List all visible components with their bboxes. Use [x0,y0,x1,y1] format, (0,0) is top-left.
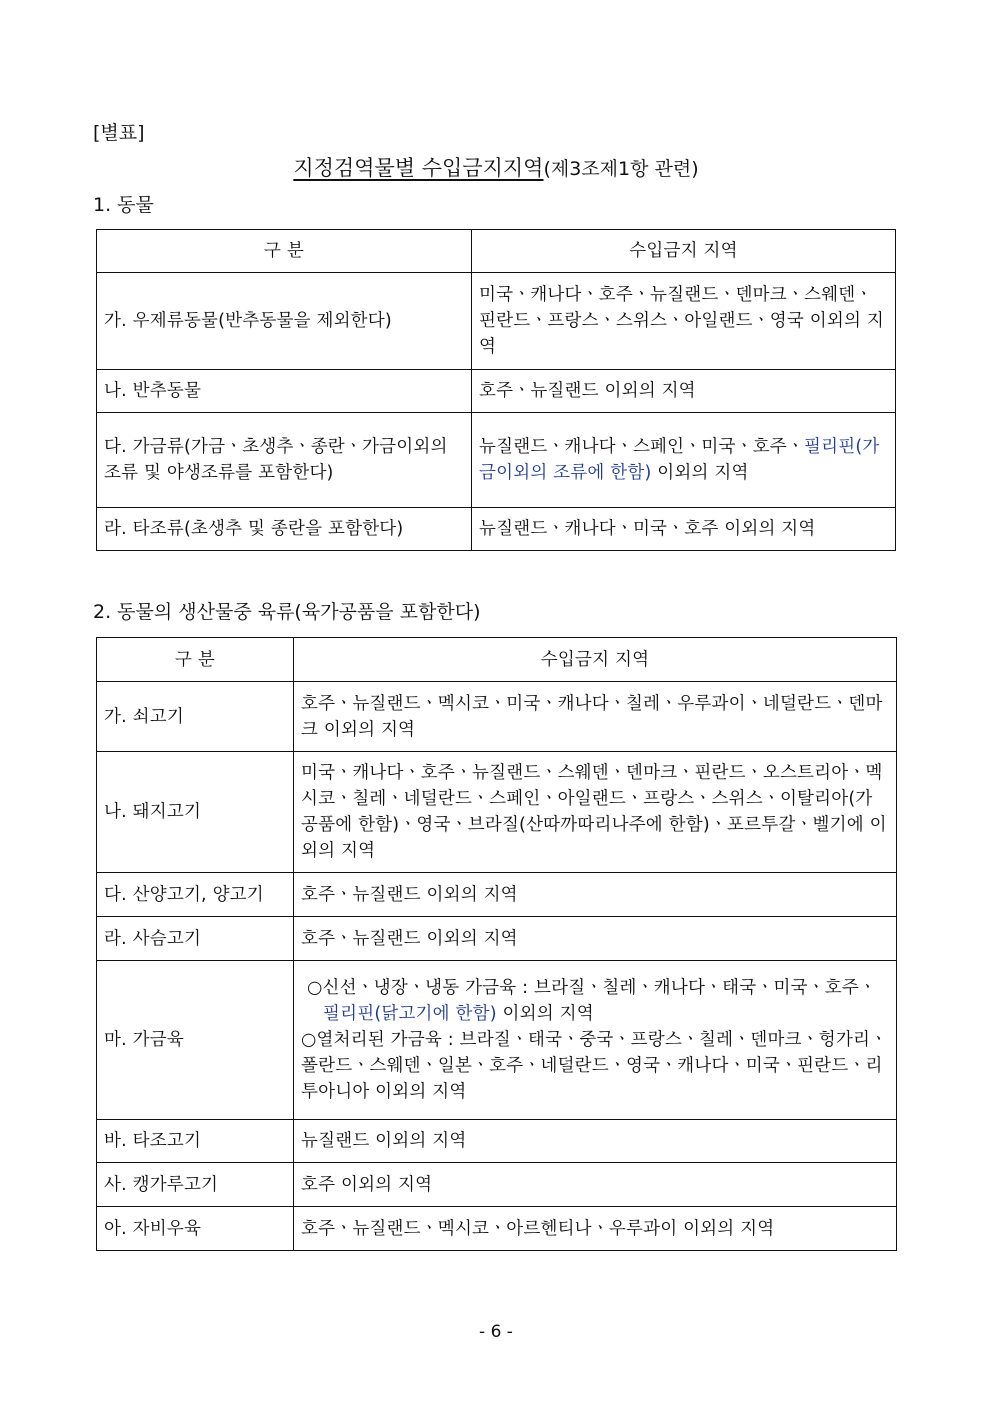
table-row [97,961,897,1120]
annex-label: [별표] [93,122,145,144]
col-header-category: 구 분 [97,230,472,273]
table-row [97,752,897,873]
row-category: 다. 산양고기, 양고기 [97,873,294,917]
page-number: - 6 - [479,1322,513,1342]
table-row [97,1163,897,1207]
row-region: 호주ㆍ뉴질랜드ㆍ멕시코ㆍ미국ㆍ캐나다ㆍ칠레ㆍ우루과이ㆍ네덜란드ㆍ덴마크 이외의 지역 [294,682,897,752]
row-category: 다. 가금류(가금ㆍ초생추ㆍ종란ㆍ가금이외의 조류 및 야생조류를 포함한다) [97,413,472,508]
region-text: 이외의 지역 [651,463,749,483]
table-row [97,1207,897,1251]
row-category: 나. 반추동물 [97,370,472,413]
row-region: 미국ㆍ캐나다ㆍ호주ㆍ뉴질랜드ㆍ스웨덴ㆍ덴마크ㆍ핀란드ㆍ오스트리아ㆍ멕시코ㆍ칠레ㆍ네덜란드ㆍ스페인ㆍ아일랜드ㆍ프랑스ㆍ스위스ㆍ이탈리아(가공품에 한함)ㆍ영국ㆍ브라질(산따까따리나주에 한함)ㆍ포르투갈ㆍ벨기에 이외의 지역 [294,752,897,873]
row-category: 가. 우제류동물(반추동물을 제외한다) [97,273,472,370]
table-header-row [97,638,897,682]
region-line [301,975,889,1027]
section1-heading: 1. 동물 [93,194,154,216]
row-region: 호주ㆍ뉴질랜드 이외의 지역 [294,917,897,961]
col-header-region: 수입금지 지역 [472,230,896,273]
table-row [97,873,897,917]
title-suffix: (제3조제1항 관련) [543,158,699,180]
table-row [97,682,897,752]
row-category: 라. 사슴고기 [97,917,294,961]
row-region: 뉴질랜드ㆍ캐나다ㆍ미국ㆍ호주 이외의 지역 [472,508,896,551]
row-region: 호주 이외의 지역 [294,1163,897,1207]
row-region: 미국ㆍ캐나다ㆍ호주ㆍ뉴질랜드ㆍ덴마크ㆍ스웨덴ㆍ핀란드ㆍ프랑스ㆍ스위스ㆍ아일랜드ㆍ영국 이외의 지역 [472,273,896,370]
region-text: 이외의 지역 [496,1004,594,1024]
row-region: 호주ㆍ뉴질랜드 이외의 지역 [472,370,896,413]
row-category: 나. 돼지고기 [97,752,294,873]
col-header-region: 수입금지 지역 [294,638,897,682]
row-region: 뉴질랜드 이외의 지역 [294,1120,897,1163]
table-row [97,508,896,551]
region-text: ○신선ㆍ냉장ㆍ냉동 가금육 : 브라질ㆍ칠레ㆍ캐나다ㆍ태국ㆍ미국ㆍ호주ㆍ [307,978,877,998]
row-category: 아. 자비우육 [97,1207,294,1251]
row-category: 라. 타조류(초생추 및 종란을 포함한다) [97,508,472,551]
row-category: 마. 가금육 [97,961,294,1120]
table-row [97,370,896,413]
row-category: 사. 캥가루고기 [97,1163,294,1207]
region-text: 뉴질랜드ㆍ캐나다ㆍ스페인ㆍ미국ㆍ호주ㆍ [479,437,804,457]
title-main: 지정검역물별 수입금지지역 [293,156,544,180]
region-highlight: 필리핀(가금이외의 조류에 한함) [479,437,880,483]
row-region: 호주ㆍ뉴질랜드 이외의 지역 [294,873,897,917]
row-category: 바. 타조고기 [97,1120,294,1163]
table-row [97,413,896,508]
region-line: ○열처리된 가금육 : 브라질ㆍ태국ㆍ중국ㆍ프랑스ㆍ칠레ㆍ덴마크ㆍ헝가리ㆍ폴란드ㆍ스웨덴ㆍ일본ㆍ호주ㆍ네덜란드ㆍ영국ㆍ캐나다ㆍ미국ㆍ핀란드ㆍ리투아니아 이외의 지역 [301,1030,888,1102]
col-header-category: 구 분 [97,638,294,682]
table-header-row [97,230,896,273]
meat-table [96,637,897,1251]
table-row [97,273,896,370]
row-category: 가. 쇠고기 [97,682,294,752]
section2-heading: 2. 동물의 생산물중 육류(육가공품을 포함한다) [93,601,481,623]
table-row [97,1120,897,1163]
row-region [294,961,897,1120]
region-highlight: 필리핀(닭고기에 한함) [323,1004,497,1024]
table-row [97,917,897,961]
animals-table [96,229,896,551]
page-title [0,152,992,182]
row-region [472,413,896,508]
row-region: 호주ㆍ뉴질랜드ㆍ멕시코ㆍ아르헨티나ㆍ우루과이 이외의 지역 [294,1207,897,1251]
